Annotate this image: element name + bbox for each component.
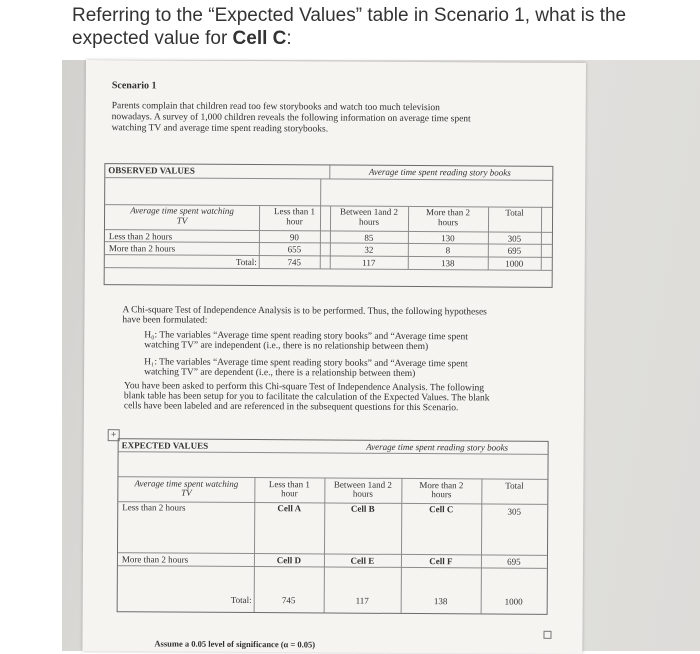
observed-total: 138 [440, 258, 455, 269]
expected-total: 1000 [504, 596, 523, 607]
question-prefix: Referring to the “Expected Values” table in Scenario 1, what is the expected value for [72, 5, 627, 49]
col-header: hour [281, 488, 298, 499]
observed-header: OBSERVED VALUES [108, 165, 195, 176]
col-header: Between 1and 2 [340, 206, 399, 217]
row-label: More than 2 hours [121, 554, 189, 565]
paragraph-line: have been formulated: [122, 315, 208, 326]
observed-value: 85 [364, 232, 374, 243]
col-header: hours [437, 217, 459, 228]
expected-total: 117 [355, 595, 369, 606]
observed-value: 305 [507, 233, 522, 244]
significance-note: Assume a 0.05 level of significance (α = 0.05) [154, 638, 316, 650]
total-label: Total: [230, 594, 252, 606]
paragraph-line: cells have been labeled and are referenced in the subsequent questions for this Scenario. [123, 401, 459, 414]
observed-value: 695 [507, 245, 522, 256]
row-group-label: TV [181, 487, 192, 498]
observed-values-table [104, 163, 554, 288]
cell-d: Cell D [276, 555, 302, 566]
observed-value: 655 [287, 244, 302, 255]
col-header: Less than 1 [274, 206, 316, 217]
observed-total: 117 [362, 257, 376, 268]
col-header: Between 1and 2 [333, 479, 392, 490]
row-label: More than 2 hours [108, 243, 176, 254]
cell-e: Cell E [350, 555, 375, 566]
row-total: 305 [507, 506, 522, 517]
move-handle-icon[interactable]: + [108, 429, 120, 441]
col-header: Less than 1 [268, 479, 310, 490]
expected-col-group: Average time spent reading story books [366, 441, 509, 453]
intro-line: Parents complain that children read too few storybooks and watch too much television [111, 101, 440, 114]
intro-line: nowadays. A survey of 1,000 children reveals the following information on average time spent [111, 112, 471, 125]
question-cell: Cell C [232, 28, 287, 49]
expected-header: EXPECTED VALUES [121, 440, 209, 451]
row-label: Less than 2 hours [108, 231, 173, 242]
row-group-label: TV [176, 215, 188, 226]
observed-value: 90 [289, 232, 299, 243]
hypothesis-null: watching TV” are independent (i.e., there is no relationship between them) [144, 340, 429, 353]
paragraph-line: blank table has been setup for you to facilitate the calculation of the Expected Values. The blank [123, 391, 490, 404]
observed-total: 1000 [505, 258, 524, 269]
row-group-label: Average time spent watching [130, 205, 234, 216]
col-header: hours [352, 488, 373, 499]
expected-total: 745 [281, 595, 296, 606]
observed-total: 745 [287, 257, 302, 268]
scenario-title: Scenario 1 [111, 80, 157, 92]
hypothesis-alt: watching TV” are dependent (i.e., there is a relationship between them) [144, 367, 416, 380]
observed-value: 130 [441, 233, 455, 244]
question-text [72, 4, 672, 50]
row-group-label: Average time spent watching [134, 478, 239, 489]
total-label: Total: [235, 256, 257, 268]
observed-value: 32 [364, 244, 374, 255]
expected-total: 138 [433, 596, 448, 607]
col-header: More than 2 [419, 480, 464, 491]
paragraph-line: You have been asked to perform this Chi-square Test of Independence Analysis. The following [123, 381, 485, 394]
resize-handle-icon[interactable] [543, 631, 551, 639]
paragraph-line: A Chi-square Test of Independence Analysis is to be performed. Thus, the following hypotheses [122, 305, 487, 318]
col-header: Total [505, 207, 524, 218]
observed-col-group: Average time spent reading story books [368, 166, 511, 178]
cell-a: Cell A [277, 503, 302, 514]
row-label: Less than 2 hours [122, 502, 186, 513]
col-header: hours [358, 216, 380, 227]
expected-values-table [117, 438, 549, 615]
observed-value: 8 [445, 245, 451, 256]
col-header: Total [505, 480, 524, 491]
question-suffix: : [286, 28, 292, 49]
col-header: More than 2 [426, 207, 471, 218]
cell-f: Cell F [429, 556, 453, 567]
intro-line: watching TV and average time spent reading storybooks. [111, 123, 329, 135]
hypothesis-alt: H₁: The variables “Average time spent reading story books” and “Average time spent [144, 357, 468, 370]
scenario-page [82, 60, 586, 654]
cell-c: Cell C [429, 504, 454, 515]
row-total: 695 [507, 556, 521, 567]
col-header: hours [431, 489, 452, 500]
cell-b: Cell B [350, 503, 375, 514]
col-header: hour [286, 216, 303, 227]
hypothesis-null: H₀: The variables “Average time spent reading story books” and “Average time spent [144, 330, 468, 343]
